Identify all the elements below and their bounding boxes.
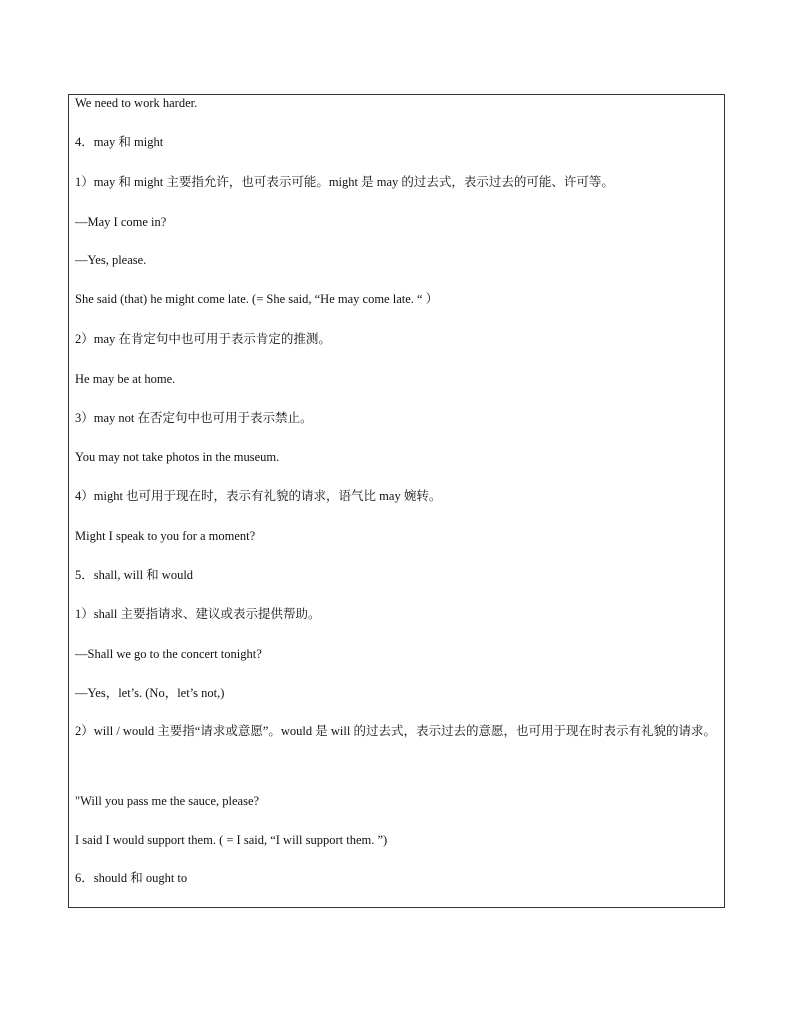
text-line: We need to work harder. xyxy=(75,96,198,110)
example-line: —Yes, please. xyxy=(75,253,147,267)
example-line: —May I come in? xyxy=(75,215,167,229)
text-line: 3）may not 在否定句中也可用于表示禁止。 xyxy=(75,411,313,425)
text-line: 4）might 也可用于现在时，表示有礼貌的请求，语气比 may 婉转。 xyxy=(75,489,442,503)
section-heading: 5．shall, will 和 would xyxy=(75,568,194,582)
text-line: 1）may 和 might 主要指允许，也可表示可能。might 是 may 的过去式，表示过去的可能、许可等。 xyxy=(75,175,614,189)
text-line: 2）may 在肯定句中也可用于表示肯定的推测。 xyxy=(75,332,331,346)
example-line: Might I speak to you for a moment? xyxy=(75,529,256,543)
text-line: 2）will / would 主要指“请求或意愿”。would 是 will 的过去式，表示过去的意愿，也可用于现在时表示有礼貌的请求。 xyxy=(75,724,716,738)
example-line: He may be at home. xyxy=(75,372,176,386)
section-heading: 4．may 和 might xyxy=(75,135,164,149)
example-line: She said (that) he might come late. (= She said, “He may come late. “ ） xyxy=(75,292,439,306)
example-line: I said I would support them. ( = I said, “I will support them. ”) xyxy=(75,833,388,847)
document-frame xyxy=(68,94,725,908)
example-line: —Shall we go to the concert tonight? xyxy=(75,647,262,661)
example-line: You may not take photos in the museum. xyxy=(75,450,280,464)
example-line: —Yes，let’s. (No，let’s not,) xyxy=(75,686,225,700)
example-line: "Will you pass me the sauce, please? xyxy=(75,794,260,808)
section-heading: 6．should 和 ought to xyxy=(75,871,188,885)
text-line: 1）shall 主要指请求、建议或表示提供帮助。 xyxy=(75,607,321,621)
